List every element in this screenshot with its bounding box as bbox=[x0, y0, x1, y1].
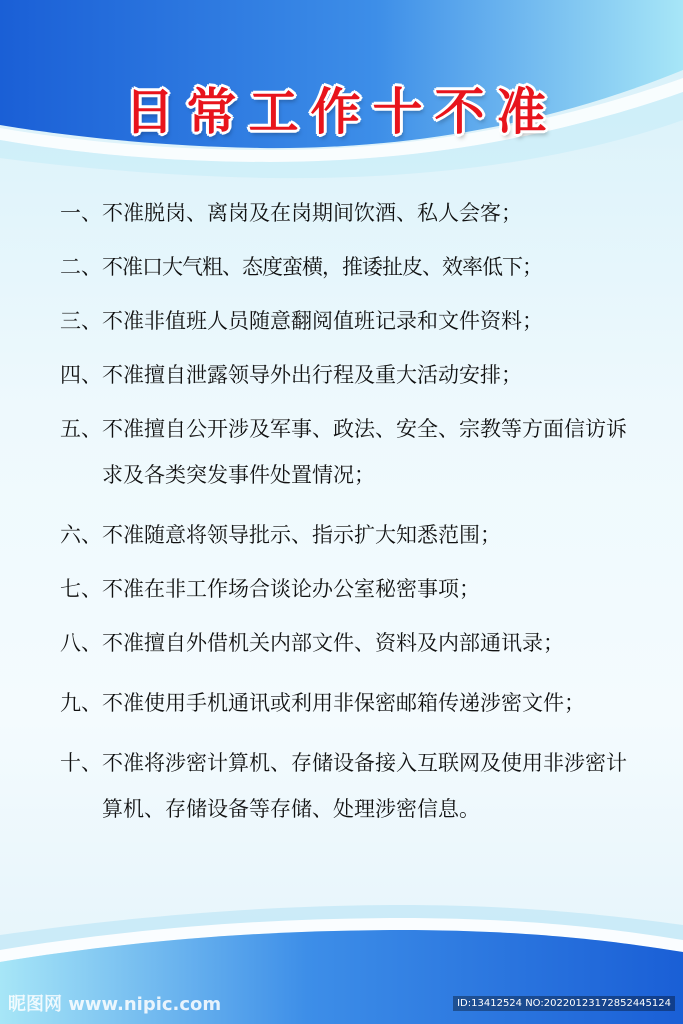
rule-item bbox=[60, 512, 640, 558]
rule-text: 不准随意将领导批示、指示扩大知悉范围； bbox=[102, 523, 501, 547]
rule-item bbox=[60, 406, 640, 498]
rule-text: 不准在非工作场合谈论办公室秘密事项； bbox=[102, 577, 480, 601]
rule-text: 不准口大气粗、态度蛮横，推诿扯皮、效率低下； bbox=[102, 255, 542, 279]
rules-list bbox=[60, 190, 640, 846]
rule-number: 十、 bbox=[60, 751, 102, 775]
rule-number: 八、 bbox=[60, 631, 102, 655]
rule-number: 七、 bbox=[60, 577, 102, 601]
rule-item bbox=[60, 620, 640, 666]
rule-number: 九、 bbox=[60, 691, 102, 715]
rule-number: 三、 bbox=[60, 309, 102, 333]
rule-item bbox=[60, 352, 640, 398]
watermark-logo: 昵图网 www.nipic.com bbox=[8, 994, 222, 1015]
rule-text: 不准使用手机通讯或利用非保密邮箱传递涉密文件； bbox=[102, 691, 585, 715]
rule-number: 六、 bbox=[60, 523, 102, 547]
rule-item bbox=[60, 190, 640, 236]
rule-item bbox=[60, 740, 640, 832]
rule-number: 四、 bbox=[60, 363, 102, 387]
rule-number: 五、 bbox=[60, 417, 102, 441]
rule-text: 不准擅自外借机关内部文件、资料及内部通讯录； bbox=[102, 631, 564, 655]
rule-text: 不准擅自公开涉及军事、政法、安全、宗教等方面信访诉求及各类突发事件处置情况； bbox=[102, 417, 627, 487]
rule-number: 二、 bbox=[60, 255, 102, 279]
rule-text: 不准脱岗、离岗及在岗期间饮酒、私人会客； bbox=[102, 201, 522, 225]
rule-text: 不准非值班人员随意翻阅值班记录和文件资料； bbox=[102, 309, 543, 333]
rule-item bbox=[60, 566, 640, 612]
rule-text: 不准将涉密计算机、存储设备接入互联网及使用非涉密计算机、存储设备等存储、处理涉密信息。 bbox=[102, 751, 627, 821]
rule-item bbox=[60, 680, 640, 726]
rule-text: 不准擅自泄露领导外出行程及重大活动安排； bbox=[102, 363, 522, 387]
rule-number: 一、 bbox=[60, 201, 102, 225]
rule-item bbox=[60, 298, 640, 344]
poster-title: 日常工作十不准 bbox=[124, 83, 559, 141]
watermark-id: ID:13412524 NO:20220123172852445124 bbox=[453, 996, 675, 1011]
rule-item bbox=[60, 244, 640, 290]
